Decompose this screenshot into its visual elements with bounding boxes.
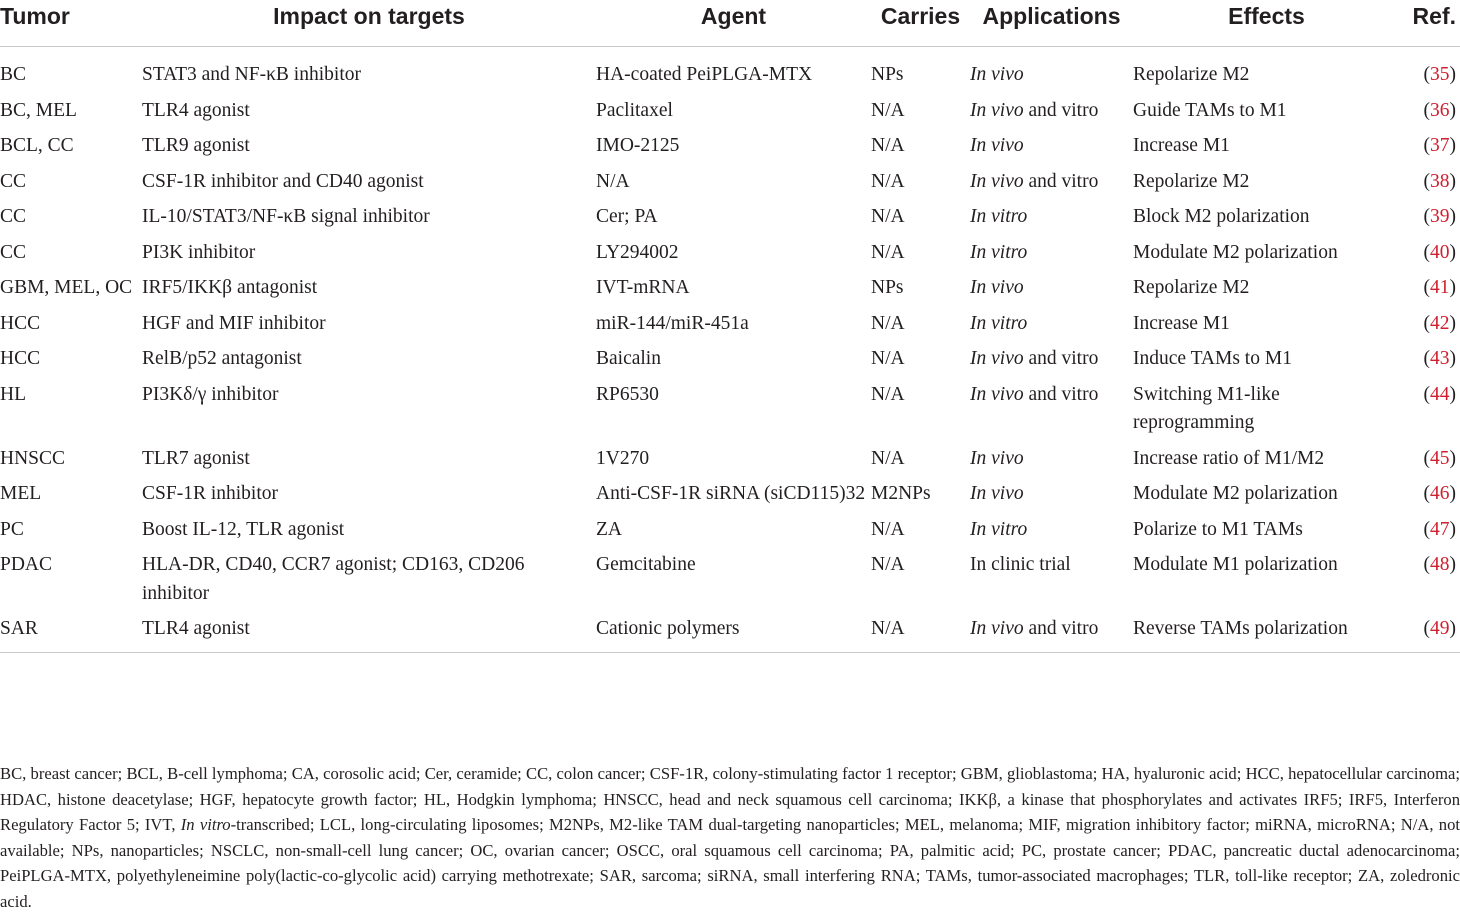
cell-carries: N/A: [871, 241, 905, 263]
cell-agent: ZA: [596, 518, 622, 540]
cell-effects: Polarize to M1 TAMs: [1133, 518, 1303, 540]
cell-agent: Baicalin: [596, 348, 661, 369]
ref-close-paren: ): [1449, 483, 1456, 504]
cell-impact: Boost IL-12, TLR agonist: [142, 518, 345, 540]
cell-effects: Block M2 polarization: [1133, 206, 1310, 227]
cell-carries: N/A: [871, 518, 905, 540]
cell-applications: [970, 307, 1133, 343]
cell-carries: NPs: [871, 277, 904, 298]
ref-open-paren: (: [1423, 241, 1430, 263]
cell-applications: [970, 378, 1133, 442]
cell-carries: N/A: [871, 170, 905, 192]
application-italic: In vivo: [970, 64, 1024, 85]
cell-effects: Repolarize M2: [1133, 277, 1250, 298]
ref-close-paren: ): [1449, 383, 1456, 405]
cell-carries: N/A: [871, 135, 905, 156]
ref-close-paren: ): [1449, 135, 1456, 156]
cell-applications: [970, 342, 1133, 378]
cell-impact: HLA-DR, CD40, CCR7 agonist; CD163, CD206 inhibitor: [142, 554, 525, 604]
header-agent: Agent: [596, 0, 871, 47]
cell-ref: [1400, 342, 1460, 378]
cell-applications: [970, 612, 1133, 652]
cell-impact: HGF and MIF inhibitor: [142, 312, 326, 334]
cell-effects: Repolarize M2: [1133, 64, 1250, 85]
ref-open-paren: (: [1423, 99, 1430, 121]
cell-impact: PI3Kδ/γ inhibitor: [142, 383, 279, 405]
cell-ref: [1400, 94, 1460, 130]
cell-effects: Increase M1: [1133, 312, 1230, 334]
application-text: and vitro: [1023, 348, 1099, 369]
cell-applications: [970, 47, 1133, 94]
application-italic: In vitro: [970, 206, 1028, 227]
application-italic: In vivo: [970, 170, 1024, 192]
table-row: [0, 342, 1460, 378]
ref-link[interactable]: 46: [1430, 483, 1450, 504]
cell-effects: Modulate M1 polarization: [1133, 554, 1338, 575]
cell-agent: RP6530: [596, 383, 659, 405]
application-text: In clinic trial: [970, 554, 1071, 575]
ref-close-paren: ): [1449, 518, 1456, 540]
header-applications: Applications: [970, 0, 1133, 47]
ref-close-paren: ): [1449, 170, 1456, 192]
application-text: and vitro: [1023, 383, 1099, 405]
cell-impact: CSF-1R inhibitor: [142, 483, 278, 504]
application-text: and vitro: [1023, 170, 1099, 192]
ref-link[interactable]: 38: [1430, 170, 1450, 192]
table-row: [0, 94, 1460, 130]
ref-close-paren: ): [1449, 312, 1456, 334]
cell-impact: STAT3 and NF-κB inhibitor: [142, 64, 361, 85]
header-effects: Effects: [1133, 0, 1400, 47]
cell-ref: [1400, 200, 1460, 236]
ref-link[interactable]: 43: [1430, 348, 1450, 369]
cell-tumor: PC: [0, 518, 24, 540]
application-italic: In vivo: [970, 99, 1024, 121]
ref-close-paren: ): [1449, 99, 1456, 121]
table-header: [0, 0, 1460, 47]
ref-link[interactable]: 42: [1430, 312, 1450, 334]
header-ref: Ref.: [1400, 0, 1460, 47]
cell-ref: [1400, 307, 1460, 343]
ref-open-paren: (: [1423, 483, 1430, 504]
cell-tumor: HL: [0, 383, 26, 405]
ref-open-paren: (: [1423, 277, 1430, 298]
ref-link[interactable]: 36: [1430, 99, 1450, 121]
cell-carries: N/A: [871, 612, 970, 652]
cell-applications: [970, 236, 1133, 272]
cell-applications: [970, 271, 1133, 307]
cell-carries: N/A: [871, 99, 905, 121]
table-row: [0, 442, 1460, 478]
cell-ref: [1400, 378, 1460, 442]
cell-impact: PI3K inhibitor: [142, 241, 256, 263]
table-row: [0, 165, 1460, 201]
ref-close-paren: ): [1449, 277, 1456, 298]
ref-close-paren: ): [1449, 241, 1456, 263]
cell-carries: N/A: [871, 312, 905, 334]
cell-tumor: HCC: [0, 312, 41, 334]
cell-effects: Modulate M2 polarization: [1133, 483, 1338, 504]
table-row: [0, 548, 1460, 612]
application-italic: In vitro: [970, 241, 1028, 263]
ref-link[interactable]: 41: [1430, 277, 1450, 298]
ref-close-paren: ): [1449, 348, 1456, 369]
cell-tumor: CC: [0, 170, 27, 192]
ref-link[interactable]: 48: [1430, 554, 1450, 575]
cell-agent: IMO-2125: [596, 135, 680, 156]
cell-agent: Anti-CSF-1R siRNA (siCD115)32: [596, 483, 866, 504]
cell-impact: CSF-1R inhibitor and CD40 agonist: [142, 170, 424, 192]
cell-ref: [1400, 47, 1460, 94]
ref-link[interactable]: 35: [1430, 64, 1450, 85]
ref-open-paren: (: [1423, 135, 1430, 156]
cell-carries: N/A: [871, 447, 905, 469]
cell-effects: Switching M1-like reprogramming: [1133, 383, 1280, 433]
ref-link[interactable]: 44: [1430, 383, 1450, 405]
cell-effects: Induce TAMs to M1: [1133, 348, 1292, 369]
cell-tumor: SAR: [0, 612, 142, 652]
cell-impact: IL-10/STAT3/NF-κB signal inhibitor: [142, 206, 430, 227]
cell-carries: N/A: [871, 206, 905, 227]
ref-open-paren: (: [1423, 518, 1430, 540]
application-italic: In vivo: [970, 483, 1024, 504]
ref-link[interactable]: 45: [1430, 447, 1450, 469]
ref-close-paren: ): [1449, 64, 1456, 85]
ref-close-paren: ): [1449, 447, 1456, 469]
cell-effects: Modulate M2 polarization: [1133, 241, 1338, 263]
application-text: and vitro: [1023, 99, 1099, 121]
cell-applications: [970, 200, 1133, 236]
cell-agent: Gemcitabine: [596, 554, 696, 575]
cell-tumor: BC: [0, 64, 27, 85]
cell-ref: [1400, 442, 1460, 478]
footnote-italic: In vitro: [180, 815, 231, 835]
ref-link[interactable]: 40: [1430, 241, 1450, 263]
application-italic: In vivo: [970, 618, 1024, 639]
cell-ref: [1400, 271, 1460, 307]
cell-carries: M2NPs: [871, 483, 931, 504]
header-tumor: Tumor: [0, 0, 142, 47]
ref-open-paren: (: [1423, 383, 1430, 405]
cell-applications: [970, 477, 1133, 513]
ref-close-paren: ): [1449, 554, 1456, 575]
table-row: [0, 378, 1460, 442]
cell-impact: TLR7 agonist: [142, 447, 250, 469]
cell-carries: N/A: [871, 554, 905, 575]
table-row: [0, 200, 1460, 236]
cell-tumor: BC, MEL: [0, 99, 77, 121]
cell-carries: N/A: [871, 383, 905, 405]
ref-close-paren: ): [1449, 206, 1456, 227]
cell-tumor: BCL, CC: [0, 135, 74, 156]
application-italic: In vivo: [970, 135, 1024, 156]
ref-open-paren: (: [1423, 554, 1430, 575]
cell-agent: IVT-mRNA: [596, 277, 690, 298]
cell-agent: HA-coated PeiPLGA-MTX: [596, 64, 813, 85]
cell-impact: IRF5/IKKβ antagonist: [142, 277, 318, 298]
cell-carries: N/A: [871, 348, 905, 369]
application-italic: In vitro: [970, 518, 1028, 540]
cell-applications: [970, 165, 1133, 201]
cell-ref: [1400, 513, 1460, 549]
cell-ref: [1400, 548, 1460, 612]
ref-link[interactable]: 49: [1430, 618, 1450, 639]
application-italic: In vivo: [970, 383, 1024, 405]
application-italic: In vitro: [970, 312, 1028, 334]
cell-agent: Paclitaxel: [596, 99, 673, 121]
ref-open-paren: (: [1423, 618, 1430, 639]
cell-impact: RelB/p52 antagonist: [142, 348, 302, 369]
ref-link[interactable]: 37: [1430, 135, 1450, 156]
cell-applications: [970, 548, 1133, 612]
ref-open-paren: (: [1423, 312, 1430, 334]
table-row: [0, 271, 1460, 307]
ref-open-paren: (: [1423, 170, 1430, 192]
ref-open-paren: (: [1423, 206, 1430, 227]
cell-tumor: HCC: [0, 348, 41, 369]
cell-ref: [1400, 612, 1460, 652]
table-row: [0, 129, 1460, 165]
header-impact: Impact on targets: [142, 0, 596, 47]
table-row: [0, 47, 1460, 94]
cell-tumor: GBM, MEL, OC: [0, 277, 133, 298]
cell-impact: TLR9 agonist: [142, 135, 250, 156]
header-row: [0, 0, 1460, 47]
cell-impact: TLR4 agonist: [142, 612, 596, 652]
cell-effects: Repolarize M2: [1133, 170, 1250, 192]
ref-open-paren: (: [1423, 64, 1430, 85]
cell-tumor: HNSCC: [0, 447, 66, 469]
cell-applications: [970, 513, 1133, 549]
cell-agent: LY294002: [596, 241, 679, 263]
ref-link[interactable]: 39: [1430, 206, 1450, 227]
header-carries: Carries: [871, 0, 970, 47]
table-row: [0, 612, 1460, 652]
cell-tumor: PDAC: [0, 554, 53, 575]
cell-ref: [1400, 129, 1460, 165]
cell-ref: [1400, 165, 1460, 201]
cell-agent: N/A: [596, 170, 630, 192]
cell-effects: Guide TAMs to M1: [1133, 99, 1287, 121]
cell-applications: [970, 129, 1133, 165]
footnote-text-1: BC, breast cancer; BCL, B-cell lymphoma; CA, corosolic acid; Cer, ceramide; CC, colon cancer; CSF-1R, colony-stimulating factor 1 receptor; GBM, glioblastoma; HA, hyaluronic acid; HCC, hepatocellular carcinoma; HDAC, histone deacetylase; HGF, hepatocyte growth factor; HL, Hodgkin lymphoma; HNSCC, head and neck squamous cell carcinoma; IKKβ, a kinase that phosphorylates and activates IRF5; IRF5, Interferon Regulatory Factor 5; IVT,: [0, 764, 1460, 835]
cell-ref: [1400, 477, 1460, 513]
table-footnote: [0, 761, 1460, 915]
cell-tumor: CC: [0, 206, 27, 227]
ref-link[interactable]: 47: [1430, 518, 1450, 540]
cell-carries: NPs: [871, 64, 904, 85]
table-row: [0, 236, 1460, 272]
cell-agent: miR-144/miR-451a: [596, 312, 749, 334]
table-row: [0, 513, 1460, 549]
ref-open-paren: (: [1423, 348, 1430, 369]
table-row: [0, 307, 1460, 343]
table-row: [0, 477, 1460, 513]
application-text: and vitro: [1023, 618, 1099, 639]
application-italic: In vivo: [970, 447, 1024, 469]
cell-tumor: MEL: [0, 483, 42, 504]
cell-applications: [970, 442, 1133, 478]
application-italic: In vivo: [970, 348, 1024, 369]
cell-applications: [970, 94, 1133, 130]
table-body: [0, 47, 1460, 653]
cell-effects: Reverse TAMs polarization: [1133, 612, 1400, 652]
application-italic: In vivo: [970, 277, 1024, 298]
cell-ref: [1400, 236, 1460, 272]
cell-agent: 1V270: [596, 447, 650, 469]
cell-impact: TLR4 agonist: [142, 99, 250, 121]
cell-agent: Cer; PA: [596, 206, 658, 227]
cell-effects: Increase ratio of M1/M2: [1133, 447, 1325, 469]
cell-effects: Increase M1: [1133, 135, 1230, 156]
ref-open-paren: (: [1423, 447, 1430, 469]
cell-agent: Cationic polymers: [596, 612, 871, 652]
ref-close-paren: ): [1449, 618, 1456, 639]
cell-tumor: CC: [0, 241, 27, 263]
footnote-text-2: -transcribed; LCL, long-circulating liposomes; M2NPs, M2-like TAM dual-targeting nanoparticles; MEL, melanoma; MIF, migration inhibitory factor; miRNA, microRNA; N/A, not available; NPs, nanoparticles; NSCLC, non-small-cell lung cancer; OC, ovarian cancer; OSCC, oral squamous cell carcinoma; PA, palmitic acid; PC, prostate cancer; PDAC, pancreatic ductal adenocarcinoma; PeiPLGA-MTX, polyethyleneimine poly(lactic-co-glycolic acid) carrying methotrexate; SAR, sarcoma; siRNA, small interfering RNA; TAMs, tumor-associated macrophages; TLR, toll-like receptor; ZA, zoledronic acid.: [0, 815, 1460, 911]
